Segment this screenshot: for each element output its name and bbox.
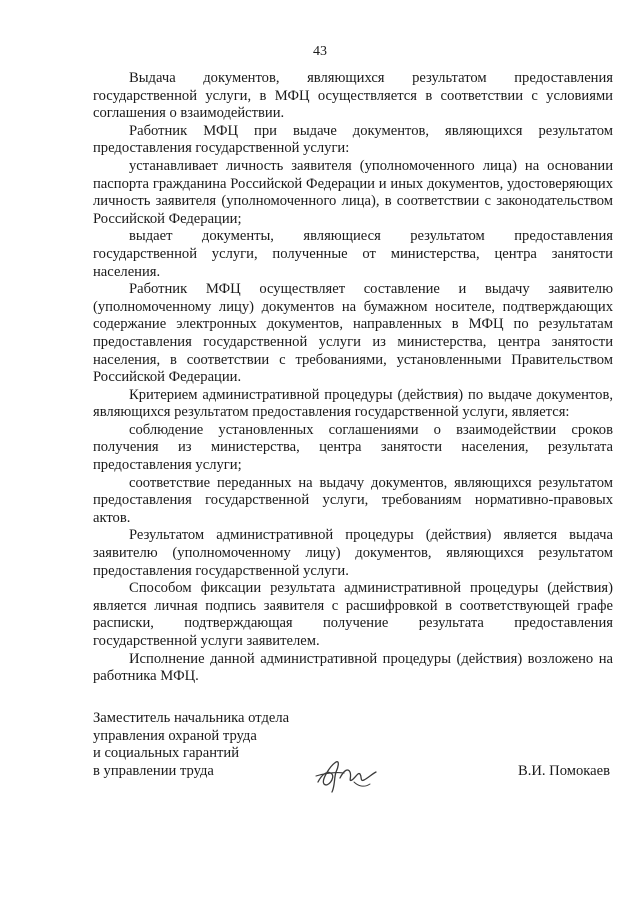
paragraph-criterion: Критерием административной процедуры (действия) по выдаче документов, являющихся результатом предоставления государственной услуги, является: (93, 386, 613, 421)
signatory-position-line: Заместитель начальника отдела (93, 710, 290, 726)
signatory-position-line: управления охраной труда (93, 727, 257, 744)
paragraph-compliance: соответствие переданных на выдачу документов, являющихся результатом предоставления государственной услуги, требованиям нормативно-правовых актов. (93, 474, 613, 526)
paragraph-responsibility: Исполнение данной административной процедуры (действия) возложено на работника МФЦ. (93, 650, 613, 685)
paragraph-issuance: Выдача документов, являющихся результатом предоставления государственной услуги, в МФЦ осуществляется в соответствии с условиями соглашения о взаимодействии. (93, 70, 613, 122)
handwritten-signature (314, 752, 384, 796)
signatory-position (93, 710, 289, 780)
paragraph-issue-documents: выдает документы, являющиеся результатом предоставления государственной услуги, полученные от министерства, центра занятости населения. (93, 228, 613, 280)
signatory-position-line: в управлении труда (93, 762, 214, 779)
signatory-name: В.И. Помокаев (517, 763, 610, 779)
signatory-position-line: и социальных гарантий (93, 745, 240, 761)
paragraph-identify-applicant: устанавливает личность заявителя (уполномоченного лица) на основании паспорта гражданина Российской Федерации и иных документов, удостоверяющих личность заявителя (уполномоченного лица), в соответствии с законодательством Российской Федерации; (93, 157, 613, 227)
page-number: 43 (313, 44, 327, 59)
paragraph-result: Результатом административной процедуры (действия) является выдача заявителю (уполномоченному лицу) документов, являющихся результатом предоставления государственной услуги. (93, 527, 613, 579)
paragraph-deadlines: соблюдение установленных соглашениями о взаимодействии сроков получения из министерства, центра занятости населения, результата предоставления услуги; (93, 421, 613, 474)
paragraph-worker-duties: Работник МФЦ при выдаче документов, являющихся результатом предоставления государственной услуги: (93, 122, 613, 157)
paragraph-fixation: Способом фиксации результата административной процедуры (действия) является личная подпись заявителя с расшифровкой в соответствующей графе расписки, подтверждающая получение результата предоставления государственной услуги заявителем. (93, 580, 613, 649)
paragraph-paper-documents: Работник МФЦ осуществляет составление и выдачу заявителю (уполномоченному лицу) документов на бумажном носителе, подтверждающих содержание электронных документов, направленных в МФЦ по результатам предоставления государственной услуги из министерства, центра занятости населения, в соответствии с требованиями, установленными Правительством Российской Федерации. (93, 281, 613, 386)
document-body (93, 70, 613, 686)
